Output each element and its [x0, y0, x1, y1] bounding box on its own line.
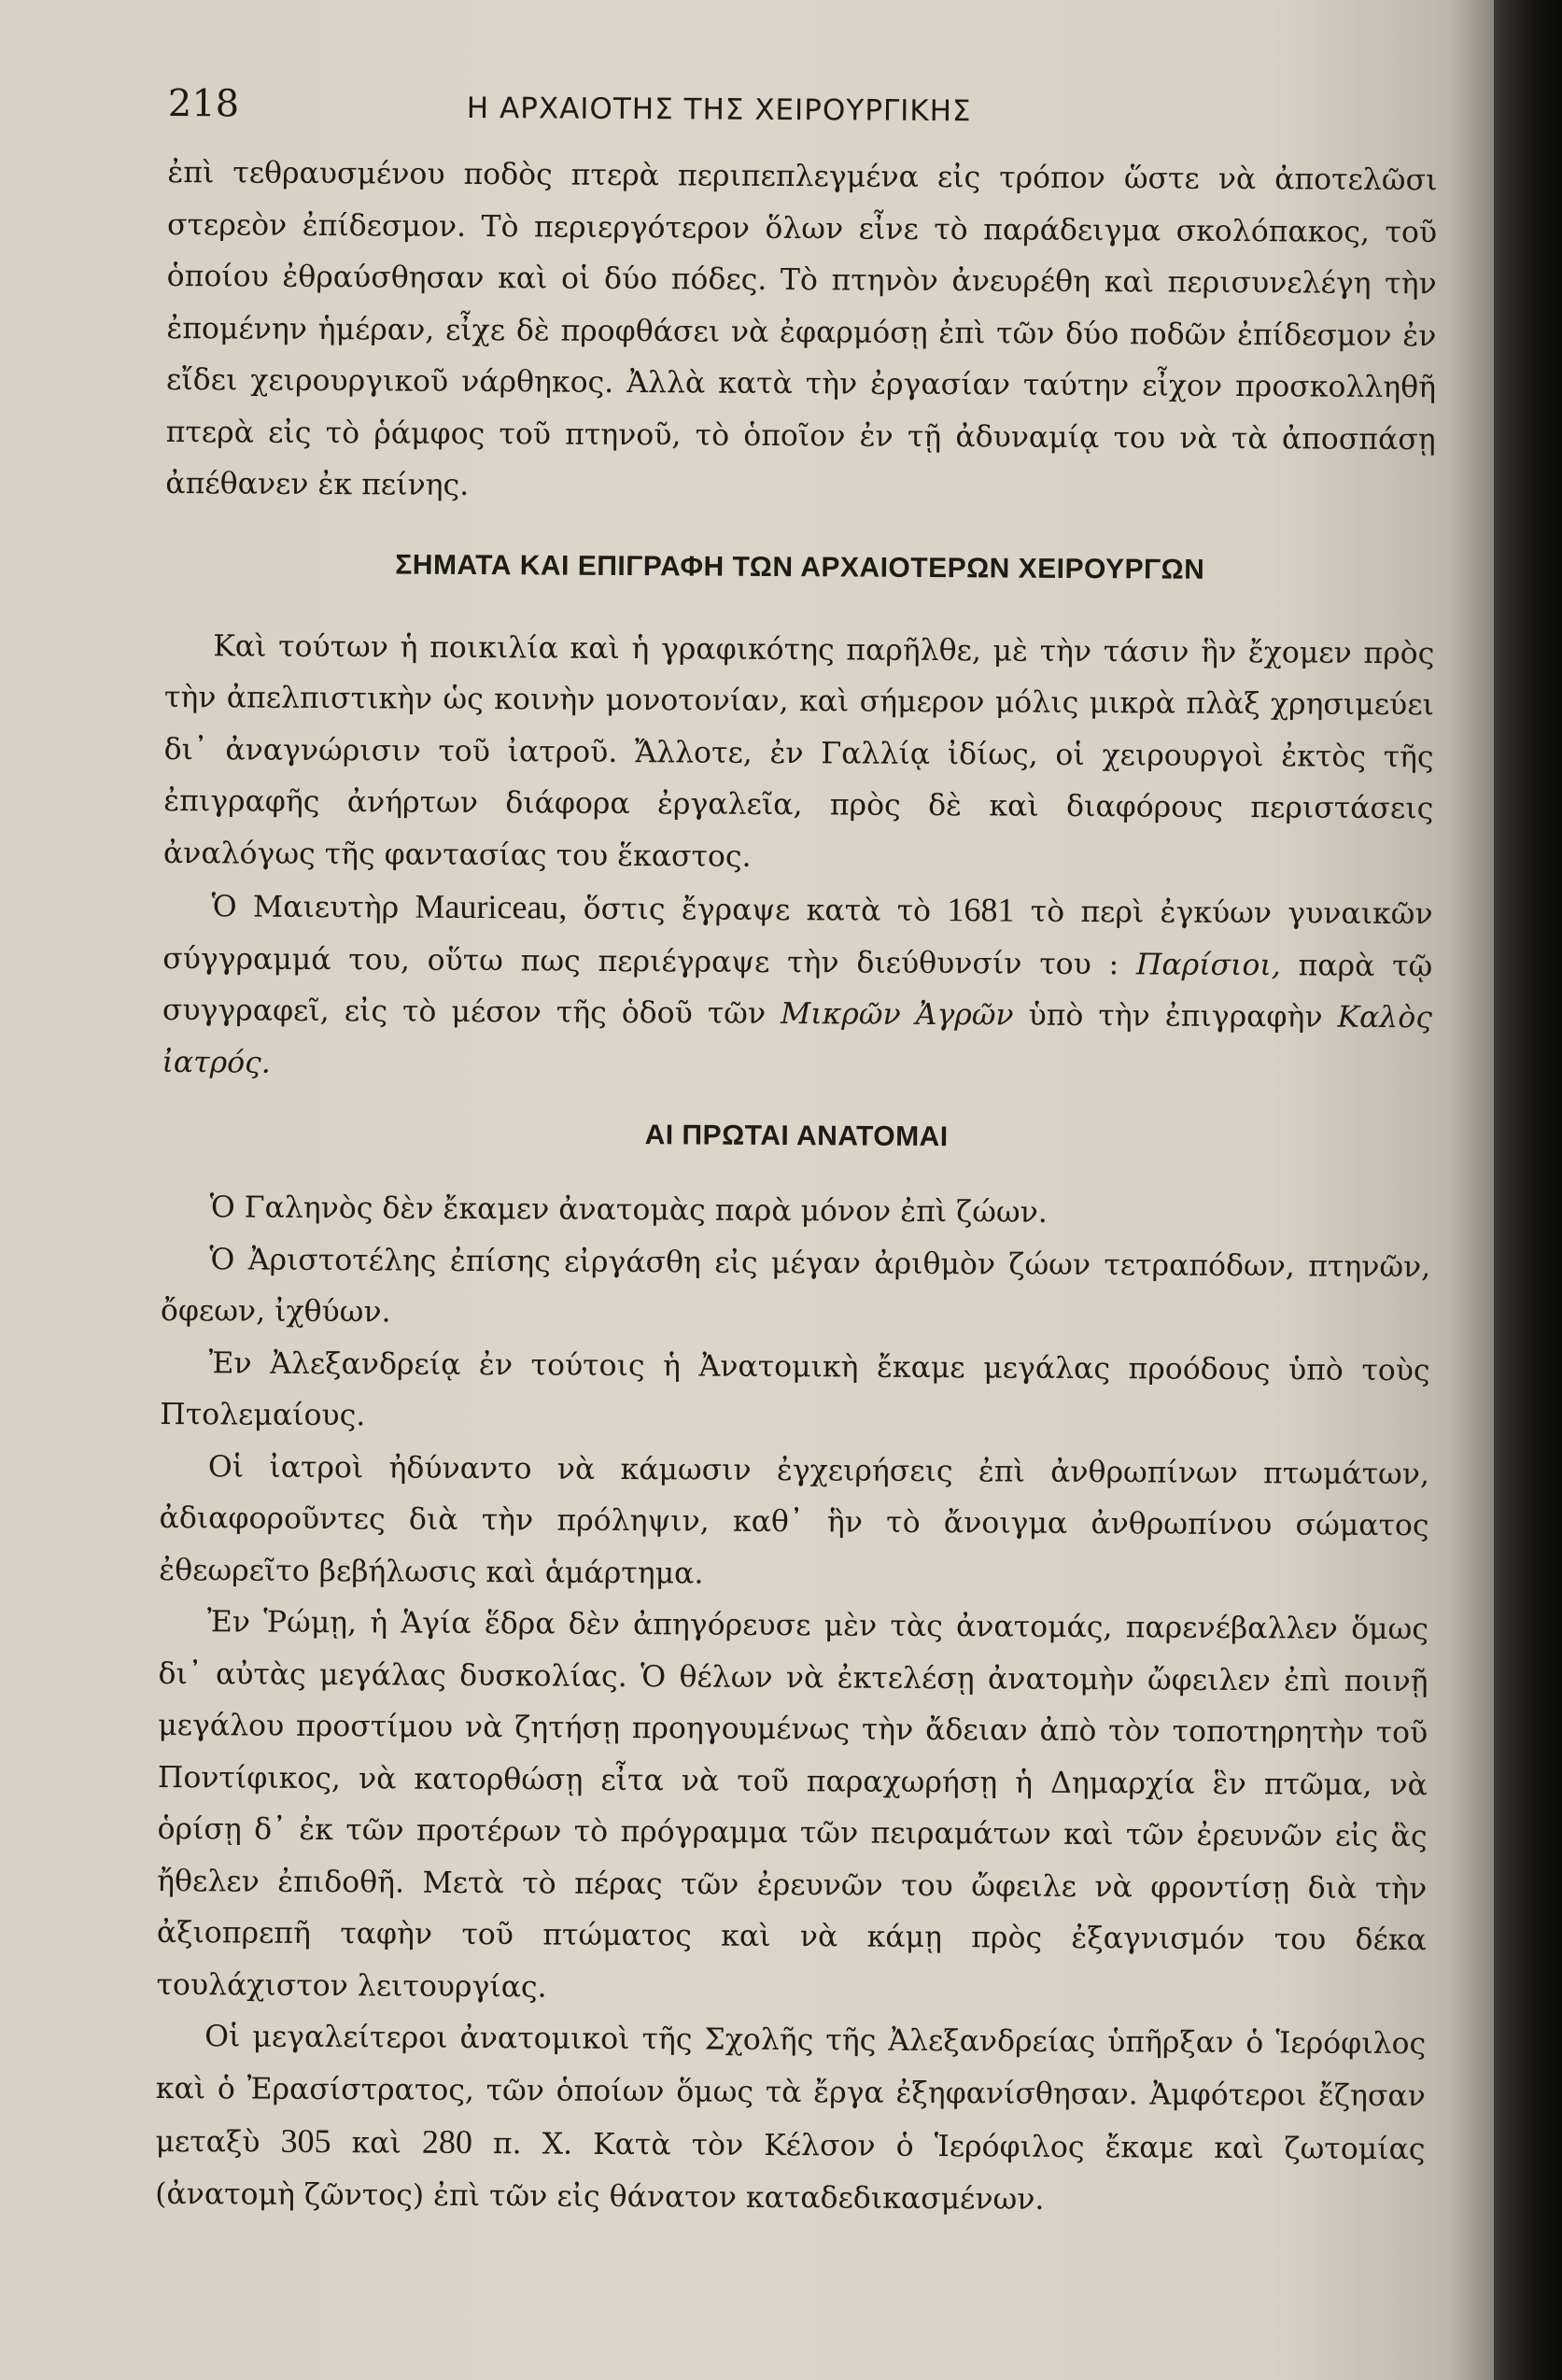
name-mauriceau: Mauriceau,	[415, 887, 568, 926]
text-run: ὅστις ἔγραψε κατὰ τὸ	[567, 892, 948, 929]
paragraph-galen: Ὁ Γαληνὸς δὲν ἔκαμεν ἀνατομὰς παρὰ μόνον ἐπὶ ζώων.	[209, 1190, 1048, 1230]
book-binding-shadow	[1494, 0, 1562, 2380]
text-run: π. Χ. Κατὰ τὸν Κέλσον ὁ Ἱερόφιλος ἔκαμε καὶ ζωτομίας (ἀνατομὴ ζῶντος) ἐπὶ τῶν εἰς θάνατον καταδεδικασμένων.	[155, 2127, 1426, 2217]
text-run: Οἱ μεγαλείτεροι ἀνατομικοὶ τῆς Σχολῆς τῆς Ἀλεξανδρείας ὑπῆρξαν ὁ Ἱερόφιλος καὶ ὁ Ἐρασίστρατος, τῶν ὁποίων ὅμως τὰ ἔργα ἐξηφανίσθησαν. Ἀμφότεροι ἔζησαν μεταξὺ	[155, 2020, 1427, 2160]
paragraph-alexandria: Ἐν Ἀλεξανδρείᾳ ἐν τούτοις ἡ Ἀνατομικὴ ἔκαμε μεγάλας προόδους ὑπὸ τοὺς Πτολεμαίους.	[160, 1345, 1430, 1433]
italic-sign-text: Καλὸς ἰατρός.	[162, 1000, 1433, 1080]
page-number: 218	[167, 82, 240, 126]
text-run: τὸ περὶ ἐγκύων γυναικῶν σύγγραμμά του, οὕτω πως περιέγραψε τὴν διεύθυνσίν του :	[162, 894, 1433, 981]
paragraph-herophilus	[155, 2011, 1426, 2228]
italic-parisians: Παρίσιοι,	[1135, 947, 1281, 982]
paragraph-signs-1: Καὶ τούτων ἡ ποικιλία καὶ ἡ γραφικότης παρῆλθε, μὲ τὴν τάσιν ἣν ἔχομεν πρὸς τὴν ἀπελπιστικὴν ὡς κοινὴν μονοτονίαν, καὶ σήμερον μόλις μικρὰ πλὰξ χρησιμεύει δι᾽ ἀναγνώρισιν τοῦ ἰατροῦ. Ἄλλοτε, ἐν Γαλλίᾳ ἰδίως, οἱ χειρουργοὶ ἐκτὸς τῆς ἐπιγραφῆς ἀνήρτων διάφορα ἐργαλεῖα, πρὸς δὲ καὶ διαφόρους περιστάσεις ἀναλόγως τῆς φαντασίας του ἕκαστος.	[162, 628, 1435, 874]
section-heading-signs: ΣΗΜΑΤΑ ΚΑΙ ΕΠΙΓΡΑΦΗ ΤΩΝ ΑΡΧΑΙΟΤΕΡΩΝ ΧΕΙΡΟΥΡΓΩΝ	[395, 548, 1205, 585]
italic-street-name: Μικρῶν Ἀγρῶν	[780, 997, 1014, 1033]
year-280: 280	[421, 2122, 473, 2162]
text-run: παρὰ τῷ συγγραφεῖ, εἰς τὸ μέσον τῆς ὁδοῦ τῶν	[162, 948, 1433, 1032]
year-1681: 1681	[947, 891, 1015, 929]
paragraph-aristotle: Ὁ Ἀριστοτέλης ἐπίσης εἰργάσθη εἰς μέγαν ἀριθμὸν ζώων τετραπόδων, πτηνῶν, ὄφεων, ἰχθύων.	[160, 1242, 1431, 1330]
section-heading-anatomies: ΑΙ ΠΡΩΤΑΙ ΑΝΑΤΟΜΑΙ	[644, 1120, 949, 1153]
text-block	[155, 82, 1438, 2228]
paragraph-physicians: Οἱ ἰατροὶ ἠδύναντο νὰ κάμωσιν ἐγχειρήσεις ἐπὶ ἀνθρωπίνων πτωμάτων, ἀδιαφοροῦντες διὰ τὴν πρόληψιν, καθ᾽ ἣν τὸ ἄνοιγμα ἀνθρωπίνου σώματος ἐθεωρεῖτο βεβήλωσις καὶ ἁμάρτημα.	[159, 1449, 1430, 1591]
text-run: Ὁ Μαιευτὴρ	[211, 890, 415, 925]
paragraph-rome: Ἐν Ῥώμῃ, ἡ Ἁγία ἕδρα δὲν ἀπηγόρευσε μὲν τὰς ἀνατομάς, παρενέβαλλεν ὅμως δι᾽ αὐτὰς μεγάλας δυσκολίας. Ὁ θέλων νὰ ἐκτελέσῃ ἀνατομὴν ὤφειλεν ἐπὶ ποινῇ μεγάλου προστίμου νὰ ζητήσῃ προηγουμένως τὴν ἄδειαν ἀπὸ τὸν τοποτηρητὴν τοῦ Ποντίφικος, νὰ κατορθώσῃ εἶτα νὰ τοῦ παραχωρήσῃ ἡ Δημαρχία ἓν πτῶμα, νὰ ὁρίσῃ δ᾽ ἐκ τῶν προτέρων τὸ πρόγραμμα τῶν πειραμάτων καὶ τῶν ἐρευνῶν εἰς ἃς ἤθελεν ἐπιδοθῆ. Μετὰ τὸ πέρας τῶν ἐρευνῶν του ὤφειλε νὰ φροντίσῃ διὰ τὴν ἀξιοπρεπῆ ταφὴν τοῦ πτώματος καὶ νὰ κάμῃ πρὸς ἐξαγνισμόν του δέκα τουλάχιστον λειτουργίας.	[156, 1605, 1429, 2005]
paragraph-mauriceau	[162, 880, 1432, 1096]
running-title: Η ΑΡΧΑΙΟΤΗΣ ΤΗΣ ΧΕΙΡΟΥΡΓΙΚΗΣ	[466, 91, 972, 129]
text-run: καὶ	[331, 2126, 423, 2161]
text-run: ὑπὸ τὴν ἐπιγραφὴν	[1013, 998, 1338, 1035]
intro-paragraph: ἐπὶ τεθραυσμένου ποδὸς πτερὰ περιπεπλεγμένα εἰς τρόπον ὥστε νὰ ἀποτελῶσι στερεὸν ἐπίδεσμον. Τὸ περιεργότερον ὅλων εἶνε τὸ παράδειγμα σκολόπακος, τοῦ ὁποίου ἐθραύσθησαν καὶ οἱ δύο πόδες. Τὸ πτηνὸν ἀνευρέθη καὶ περισυνελέγη τὴν ἐπομένην ἡμέραν, εἶχε δὲ προφθάσει νὰ ἐφαρμόσῃ ἐπὶ τῶν δύο ποδῶν ἐπίδεσμον ἐν εἴδει χειρουργικοῦ νάρθηκος. Ἀλλὰ κατὰ τὴν ἐργασίαν ταύτην εἶχον προσκολληθῆ πτερὰ εἰς τὸ ῥάμφος τοῦ πτηνοῦ, τὸ ὁποῖον ἐν τῇ ἀδυναμίᾳ του νὰ τὰ ἀποσπάσῃ ἀπέθανεν ἐκ πείνης.	[165, 155, 1438, 502]
running-head	[168, 82, 1438, 155]
year-305: 305	[280, 2121, 331, 2161]
